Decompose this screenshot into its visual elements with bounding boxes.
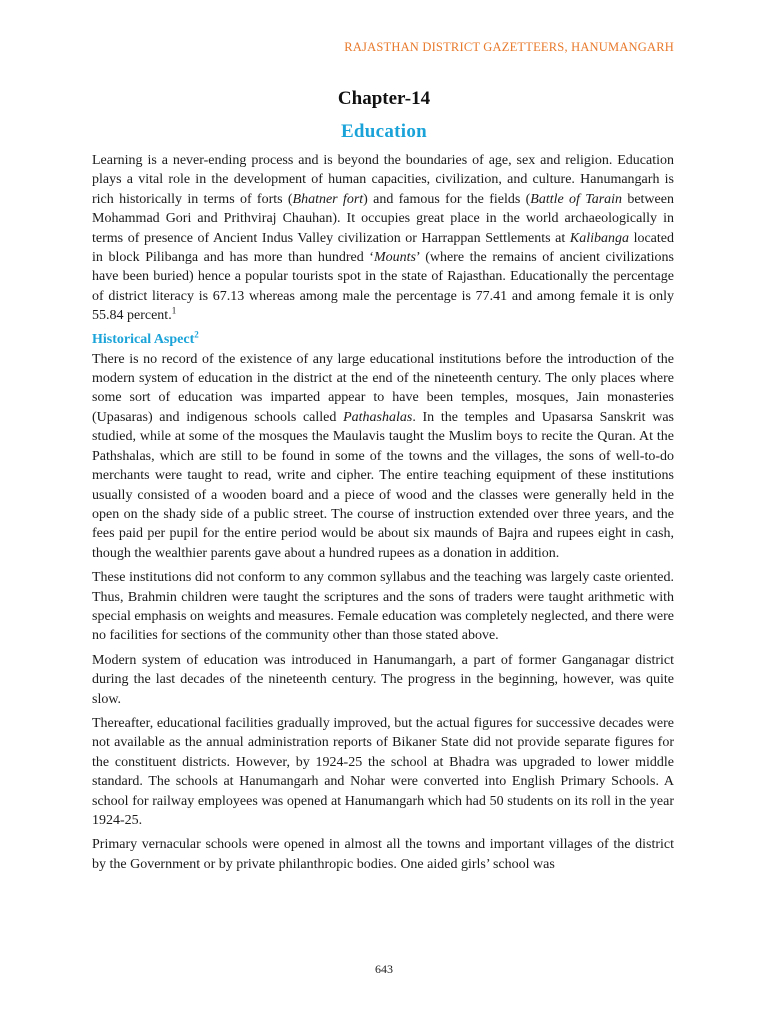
- body-paragraph: Primary vernacular schools were opened in almost all the towns and important villages of the district by the Government or by private philanthropic bodies. One aided girls’ school was: [92, 837, 674, 872]
- mounts-term: Mounts: [373, 250, 416, 266]
- battle-name: Battle of Tarain: [530, 191, 623, 207]
- site-name: Kalibanga: [569, 230, 629, 246]
- chapter-body: [92, 151, 674, 879]
- section-heading: Historical Aspect$^2$: [92, 329, 199, 347]
- body-paragraph: These institutions did not conform to any common syllabus and the teaching was largely caste oriented. Thus, Brahmin children were taught the scriptures and the sons of traders were taught arithmetic with special emphasis on weights and measures. Female education was completely neglected, and there were no facilities for sections of the community other than those stated above.: [92, 570, 674, 644]
- chapter-title: Education: [340, 121, 428, 142]
- footnote-ref[interactable]: 2: [194, 329, 199, 339]
- running-head: RAJASTHAN DISTRICT GAZETTEERS, HANUMANGARH: [344, 40, 674, 54]
- page-number: 643: [375, 962, 393, 976]
- intro-paragraph: Learning is a never-ending process and is beyond the boundaries of age, sex and religion. Education plays a vital role in the development of human capacities, civilization, and culture. Hanumangarh is rich historically in terms of forts (Bhatner fort) and famous for the fields (Battle of Tarain between Mohammad Gori and Prithviraj Chauhan). It occupies great place in the world archaeologically in terms of presence of Ancient Indus Valley civilization or Harrappan Settlements at Kalibanga located in block Pilibanga and has more than hundred ‘Mounts’ (where the remains of ancient civilizations have been buried) hence a popular tourists spot in the state of Rajasthan. Educationally the percentage of district literacy is 67.13 whereas among male the percentage is 77.41 and among female it is only 55.84 percent.$^1$: [92, 153, 675, 324]
- chapter-number: Chapter-14: [337, 88, 431, 109]
- body-paragraph: There is no record of the existence of any large educational institutions before the introduction of the modern system of education in the district at the end of the nineteenth century. The only places where some sort of education was imparted appear to have been temples, mosques, Jain monasteries (Upasaras) and indigenous schools called Pathashalas. In the temples and Upasarsa Sanskrit was studied, while at some of the mosques the Maulavis taught the Muslim boys to recite the Quran. At the Pathshalas, which are still to be found in some of the towns and the villages, the sons of well-to-do merchants were taught to read, write and cipher. The entire teaching equipment of these institutions usually consisted of a wooden board and a piece of wood and the classes were generally held in the open on the shady side of a public street. The course of instruction extended over three years, and the fees paid per pupil for the entire period would be about six maunds of Bajra and rupees eight in cash, though the wealthier parents gave about a hundred rupees as a donation in addition.: [92, 351, 675, 561]
- footnote-ref[interactable]: 1: [171, 305, 177, 316]
- fort-name: Bhatner fort: [292, 191, 364, 207]
- body-paragraph: Thereafter, educational facilities gradually improved, but the actual figures for successive decades were not available as the annual administration reports of Bikaner State did not provide separate figures for the constituent districts. However, by 1924-25 the school at Bhadra was upgraded to lower middle standard. The schools at Hanumangarh and Nohar were converted into English Primary Schools. A school for railway employees was opened at Hanumangarh which had 50 students on its roll in the year 1924-25.: [92, 715, 674, 828]
- body-paragraph: Modern system of education was introduced in Hanumangarh, a part of former Ganganagar district during the last decades of the nineteenth century. The progress in the beginning, however, was quite slow.: [92, 652, 674, 707]
- pathashalas-term: Pathashalas: [343, 409, 413, 425]
